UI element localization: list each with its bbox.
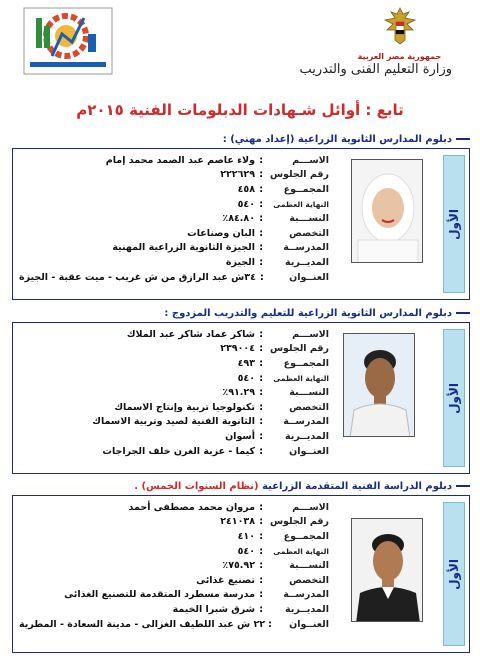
field-row: التخصص : البان وصناعات — [187, 227, 329, 239]
student-photo — [351, 518, 423, 622]
field-row: التخصص : تكنولوجيا تربية وإنتاج الاسماك — [114, 401, 329, 413]
student-fields — [19, 327, 329, 458]
field-row: النهاية العظمى : ٥٤٠ — [237, 198, 329, 210]
field-row: المجمــوع : ٤٩٣ — [237, 357, 329, 369]
student-card-1 — [12, 148, 470, 300]
field-row: النســـبة : ٩١.٢٩٪ — [222, 387, 329, 399]
field-row: المديــرية : شرق شبرا الخيمة — [172, 603, 329, 615]
field-row: العنــوان : كيما - عزبة الغرن خلف الجراجات — [102, 445, 329, 457]
field-row: رقم الجلوس : ٢٢٢٦٢٩ — [220, 169, 329, 181]
field-row: المديــرية : أسوان — [225, 430, 329, 442]
student-card-2 — [12, 322, 470, 474]
student-photo — [343, 333, 415, 437]
eagle-emblem-icon — [383, 6, 417, 46]
egypt-ministry-logo — [299, 6, 452, 86]
ministry-label: وزارة التعليم الفنى والتدريب — [299, 62, 452, 77]
field-row: المجمــوع : ٤٥٨ — [237, 183, 329, 195]
field-row: العنــوان : ٣٤ش عبد الرازق من ش غريب - ميت عقبة - الجيزة — [19, 271, 329, 283]
page-header — [0, 0, 480, 92]
field-row: النســـبة : ٨٤.٨٠٪ — [222, 213, 329, 225]
student-fields — [19, 500, 329, 631]
field-row: المدرســة : الجيزة الثانوية الزراعية المهنية — [112, 242, 329, 254]
field-row: رقم الجلوس : ٢٣٩٠٠٤ — [220, 343, 329, 355]
ministry-emblem-logo — [22, 6, 114, 78]
field-row: المديــرية : الجيزة — [225, 256, 329, 268]
student-photo — [351, 159, 423, 263]
section-heading-3: دبلوم الدراسة الفنية المتقدمة الزراعية (نظام السنوات الخمس) . — [8, 481, 470, 495]
field-row: النســـبة : ٧٥.٩٢٪ — [222, 560, 329, 572]
republic-label: جمهورية مصر العربية — [357, 52, 442, 61]
field-row: التخصص : تصنيع غذائى — [196, 574, 329, 586]
section-heading-2: دبلوم المدارس الثانوية الزراعية للتعليم والتدريب المزدوج : — [8, 308, 470, 322]
field-row: المجمــوع : ٤١٠ — [237, 530, 329, 542]
page-title: تابع : أوائل شـهادات الدبلومات الفنية ٢٠١٥م — [76, 101, 404, 119]
field-row: المدرســة : الثانوية الفنية لصيد وتربية الاسماك — [92, 416, 329, 428]
rank-badge: الأول — [443, 502, 465, 646]
field-row: النهاية العظمى : ٥٤٠ — [237, 545, 329, 557]
field-row: الاســـم : شاكر عماد شاكر عبد الملاك — [126, 328, 329, 340]
field-row: النهاية العظمى : ٥٤٠ — [237, 372, 329, 384]
rank-badge: الأول — [443, 155, 465, 293]
field-row: المدرســة : مدرسة مسطرد المتقدمة للتصنيع الغذائى — [64, 589, 329, 601]
field-row: العنــوان : ٢٢ ش عبد اللطيف الغزالى - مدينة السعادة - المطرية — [19, 618, 329, 630]
student-fields — [19, 153, 329, 284]
field-row: الاســـم : ولاء عاصم عبد الصمد محمد إمام — [105, 154, 329, 166]
section-heading-1: دبلوم المدارس الثانوية الزراعية (إعداد مهني) : — [8, 134, 470, 148]
rank-badge: الأول — [443, 329, 465, 467]
field-row: الاســـم : مروان محمد مصطفى أحمد — [128, 501, 329, 513]
field-row: رقم الجلوس : ٢٤١٠٣٨ — [220, 516, 329, 528]
student-card-3 — [12, 495, 470, 653]
